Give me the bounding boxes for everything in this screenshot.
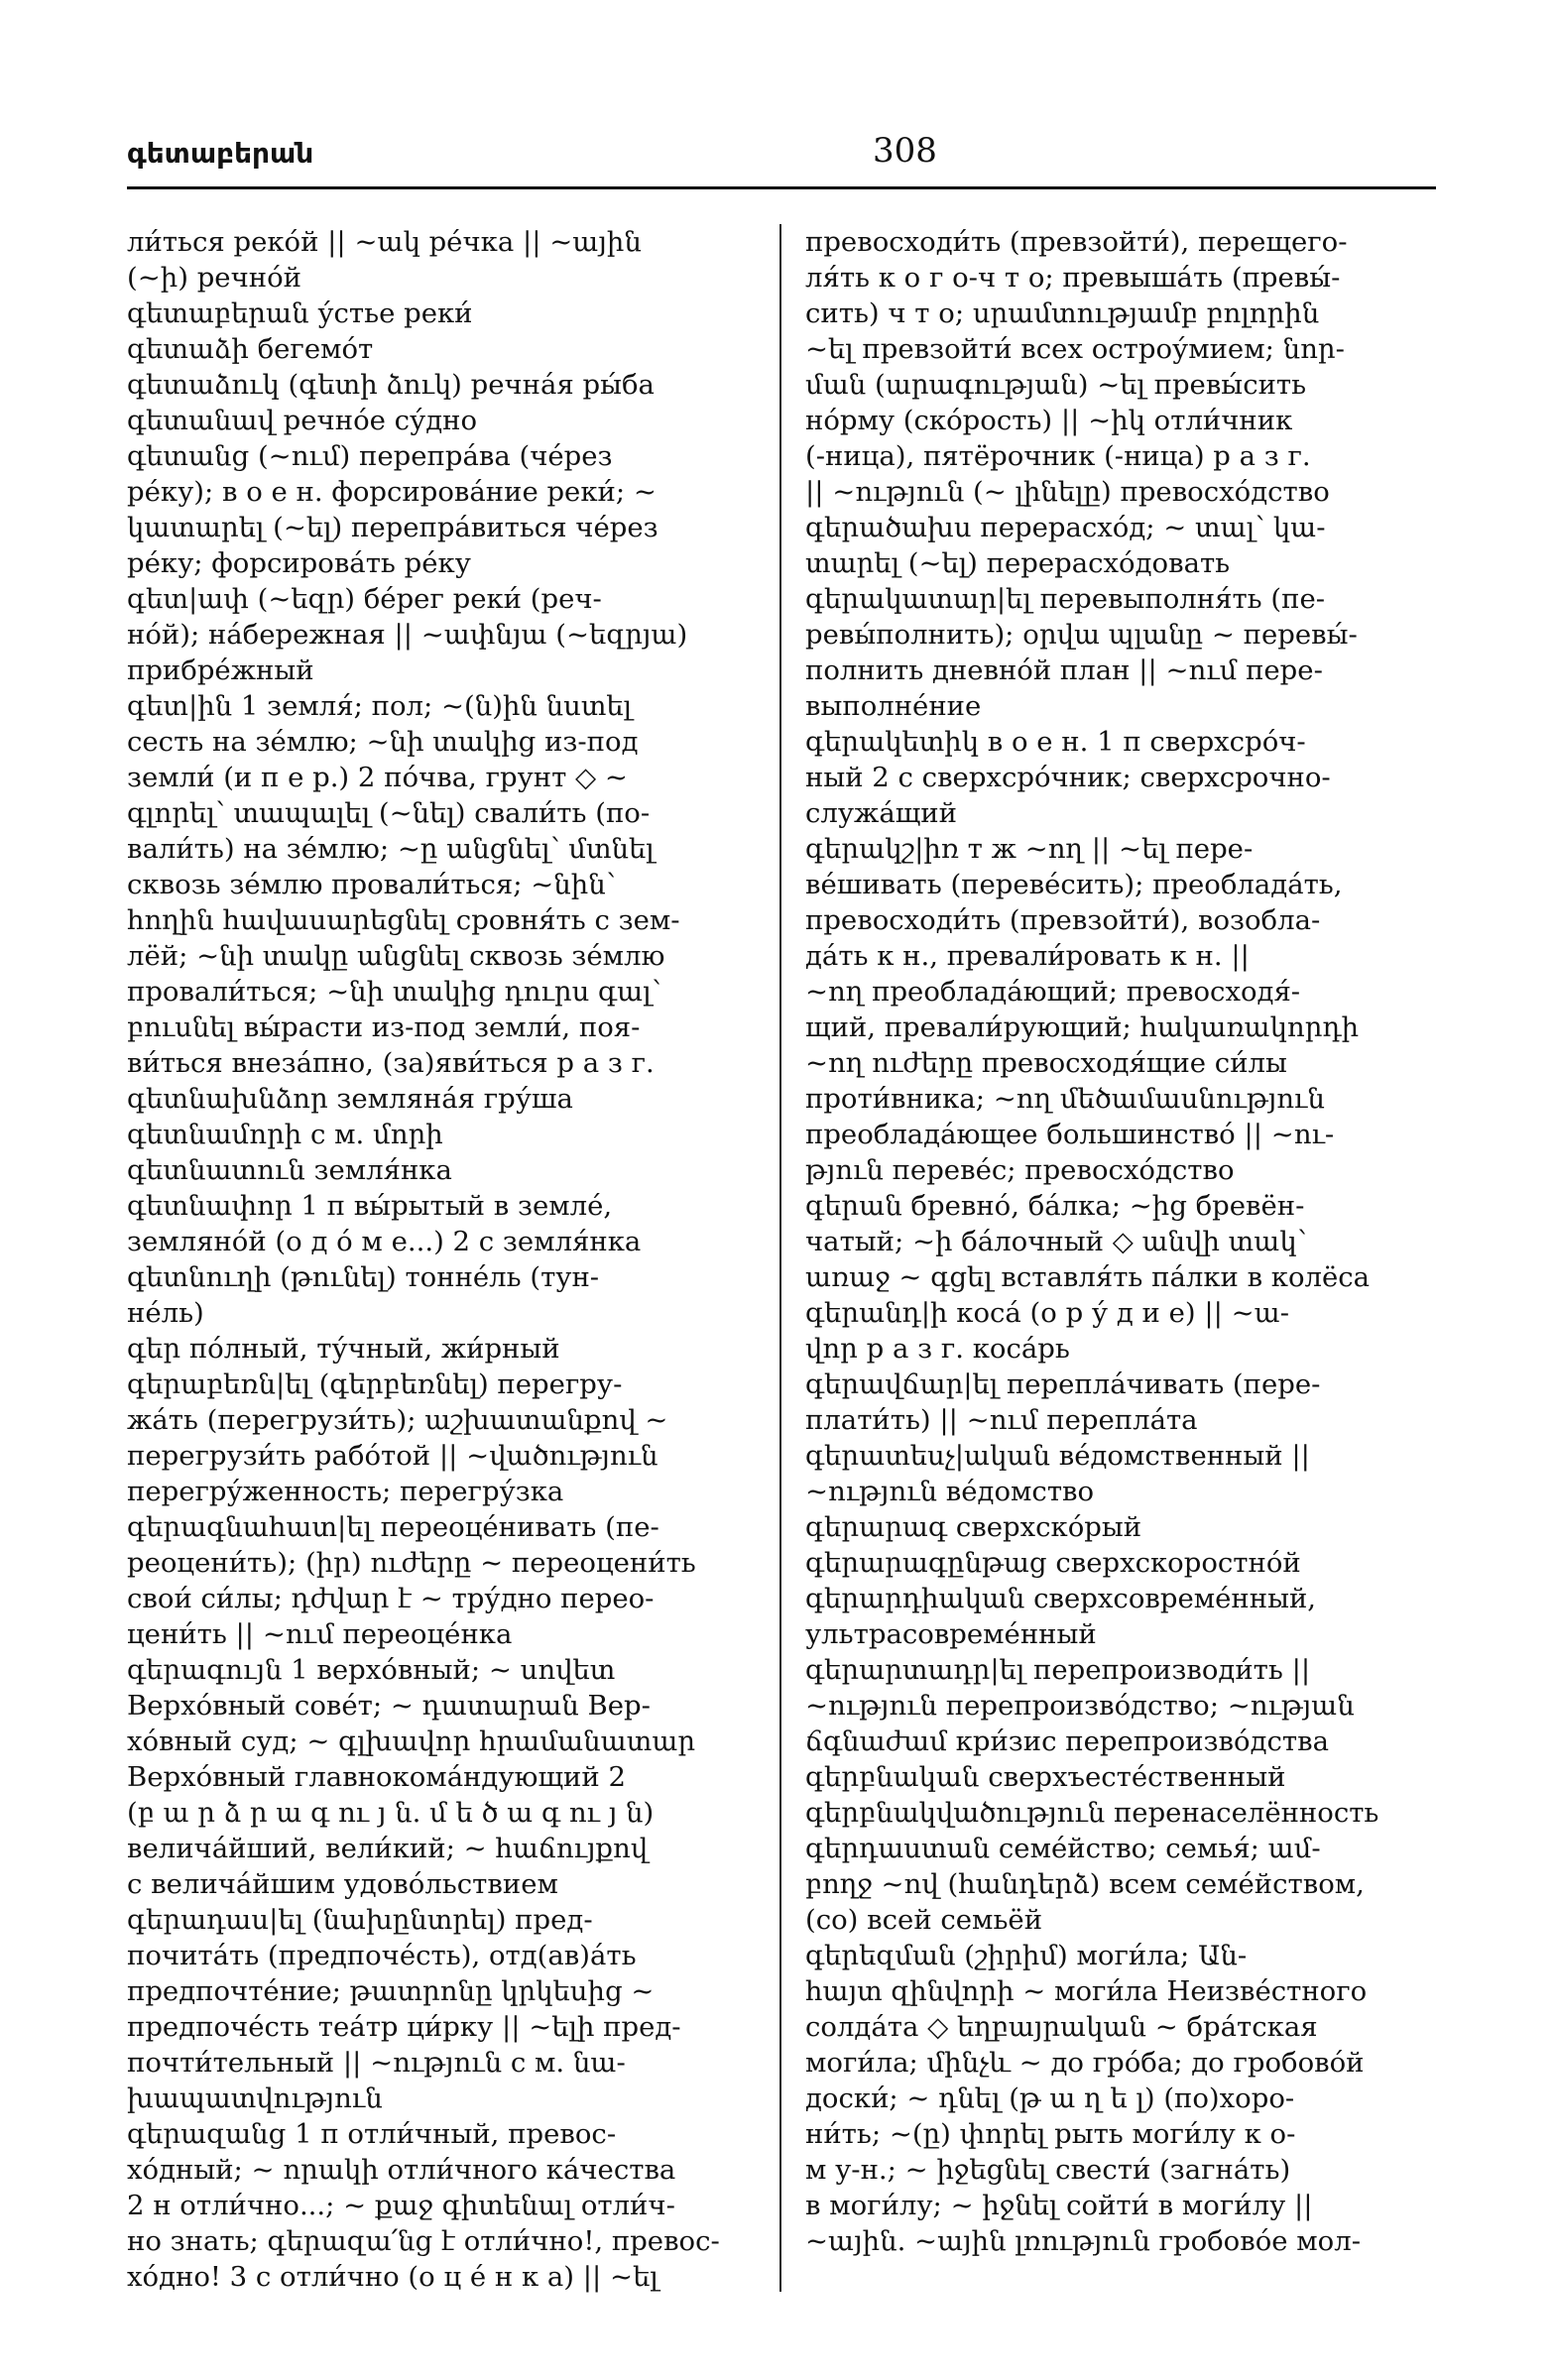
text-line: կատարել (~ել) перепра́виться че́рез [127,512,658,543]
text-line: не́ль) [127,1297,204,1329]
text-line: солда́та ◇ եղբայրական ~ бра́тская [805,2011,1318,2043]
text-line: ճգնաժամ кри́зис перепроизво́дства [805,1726,1330,1757]
text-line: գերավճար|ել перепла́чивать (пере- [805,1368,1321,1400]
text-line: գերանդ|ի коса́ (о р у́ д и е) || ~ա- [805,1297,1290,1329]
text-line: խապատվություն [127,2082,383,2114]
text-line: || ~ություն (~ լինելը) превосхо́дство [805,476,1330,508]
text-line: ման (արագության) ~ել превы́сить [805,369,1307,401]
text-line: գերարագընթաց сверхскоростно́й [805,1547,1301,1579]
text-line: գերարդիական сверхсовреме́нный, [805,1583,1317,1614]
text-line: գերեզման (շիրիմ) моги́ла; Ան- [805,1940,1248,1971]
page-header [127,131,1436,186]
text-line: ре́ку); в о е н. форсирова́ние реки́; ~ [127,476,657,508]
text-line: ~ություն ве́домство [805,1476,1095,1507]
text-line: Верхо́вный главнокома́ндующий 2 [127,1761,626,1793]
header-rule [127,186,1436,189]
text-line: 2 н отли́чно...; ~ քաջ գիտենալ отли́ч- [127,2190,675,2221]
text-line: գետաձի бегемо́т [127,333,374,365]
text-line: գետ|ափ (~եզր) бе́рег реки́ (реч- [127,583,602,615]
text-line: (բ ա ր ձ ր ա գ ու յ ն. մ ե ծ ա գ ու յ ն) [127,1797,655,1829]
text-line: գլորել՝ տապալել (~նել) свали́ть (по- [127,797,651,829]
text-line: да́ть к н., превали́ровать к н. || [805,940,1250,972]
text-line: но́й); на́бережная || ~ափնյա (~եզրյա) [127,619,688,651]
text-line: ве́шивать (переве́сить); преоблада́ть, [805,869,1343,900]
text-line: գերակետիկ в о е н. 1 п сверхсро́ч- [805,726,1306,758]
text-line: թյուն переве́с; превосхо́дство [805,1154,1235,1186]
text-line: проти́вника; ~ող մեծամասնություն [805,1083,1325,1115]
text-line: чатый; ~ի ба́лочный ◇ անվի տակ՝ [805,1226,1307,1257]
text-line: վոր р а з г. коса́рь [805,1333,1070,1365]
text-line: плати́ть) || ~ում перепла́та [805,1404,1198,1436]
text-line: но́рму (ско́рость) || ~իկ отли́чник [805,405,1293,436]
text-line: предпочте́ние; թատրոնը կրկեսից ~ [127,1975,655,2007]
text-line: в моги́лу; ~ իջնել сойти́ в моги́лу || [805,2190,1313,2221]
text-line: вали́ть) на зе́млю; ~ը անցնել՝ մտնել [127,833,655,865]
text-line: с велича́йшим удово́льствием [127,1868,558,1900]
text-line: ви́ться внеза́пно, (за)яви́ться р а з г. [127,1047,655,1079]
text-line: ультрасовреме́нный [805,1618,1097,1650]
text-line: գետնուղի (թունել) тонне́ль (тун- [127,1261,600,1293]
text-line: գետաբերան у́стье реки́ [127,298,473,329]
text-line: предпоче́сть теа́тр ци́рку || ~ելի пред- [127,2011,681,2043]
text-line: жа́ть (перегрузи́ть); աշխատանքով ~ [127,1404,668,1436]
text-line: առաջ ~ գցել вставля́ть па́лки в колёса [805,1261,1371,1293]
text-line: почти́тельный || ~ություն с м. նա- [127,2047,626,2079]
text-line: հայտ զինվորի ~ моги́ла Неизве́стного [805,1975,1368,2007]
text-line: գերադաս|ել (նախընտրել) пред- [127,1904,593,1936]
text-line: գեր по́лный, ту́чный, жи́рный [127,1333,560,1365]
text-line: сквозь зе́млю провали́ться; ~նին՝ [127,869,616,900]
text-line: ~ող ուժերը превосходя́щие си́лы [805,1047,1287,1079]
text-line: ля́ть к о г о-ч т о; превыша́ть (превы́- [805,262,1341,294]
text-line: գետնատուն земля́нка [127,1154,452,1186]
text-line: щий, превали́рующий; հակառակորդի [805,1012,1360,1043]
text-line: сесть на зе́млю; ~նի տակից из-под [127,726,639,758]
text-line: провали́ться; ~նի տակից դուրս գալ՝ [127,976,661,1008]
text-line: գերակատար|ել перевыполня́ть (пе- [805,583,1326,615]
text-line: велича́йший, вели́кий; ~ հաճույքով [127,1833,649,1864]
text-line: перегрузи́ть рабо́той || ~վածություն [127,1440,658,1472]
text-line: գետնափոր 1 п вы́рытый в земле́, [127,1190,613,1222]
text-line: хо́дный; ~ որակի отли́чного ка́чества [127,2154,676,2186]
text-line: доски́; ~ դնել (թ ա ղ ե լ) (по)хоро- [805,2082,1295,2114]
text-line: գերարտադր|ել перепроизводи́ть || [805,1654,1311,1686]
text-line: ~ային. ~ային լռություն гробово́е мол- [805,2225,1362,2257]
text-line: ~ող преоблада́ющий; превосходя́- [805,976,1301,1008]
text-line: գետ|ին 1 земля́; пол; ~(ն)ին նստել [127,690,633,722]
text-line: գերդաստան семе́йство; семья́; ամ- [805,1833,1321,1864]
text-line: реоцени́ть); (իր) ուժերը ~ переоцени́ть [127,1547,696,1579]
text-line: хо́вный суд; ~ գլխավոր հրամանատար [127,1726,696,1757]
right-column [805,224,1448,2259]
column-divider [779,224,781,2292]
text-line: գերատեսչ|ական ве́домственный || [805,1440,1310,1472]
text-line: ни́ть; ~(ը) փորել рыть моги́лу к о- [805,2118,1296,2150]
left-column [127,224,762,2295]
text-line: превосходи́ть (превзойти́), возобла- [805,904,1321,936]
text-line: перегру́женность; перегру́зка [127,1476,564,1507]
text-line: земли́ (и п е р.) 2 по́чва, грунт ◇ ~ [127,762,628,793]
text-line: տարել (~ել) перерасхо́довать [805,547,1231,579]
text-line: превосходи́ть (превзойти́), перещего- [805,226,1348,258]
text-line: գերբնակվածություն перенаселённость [805,1797,1379,1829]
text-line: цени́ть || ~ում переоце́нка [127,1618,513,1650]
text-line: գերագույն 1 верхо́вный; ~ սովետ [127,1654,616,1686]
page-number: 308 [873,131,937,171]
text-line: выполне́ние [805,690,982,722]
text-line: Верхо́вный сове́т; ~ դատարան Вер- [127,1690,651,1722]
text-line: բողջ ~ով (հանդերձ) всем семе́йством, [805,1868,1365,1900]
text-line: ~ել превзойти́ всех остроу́мием; նոր- [805,333,1345,365]
text-line: почита́ть (предпоче́сть), отд(ав)а́ть [127,1940,637,1971]
text-line: գերածախս перерасхо́д; ~ տալ՝ կա- [805,512,1326,543]
text-line: հողին հավասարեցնել сровня́ть с зем- [127,904,680,936]
text-line: գերագնահատ|ել переоце́нивать (пе- [127,1511,659,1543]
text-line: но знать; գերազա՛նց է отли́чно!, превос- [127,2225,720,2257]
running-headword: գետաբերան [127,137,314,170]
text-line: բուսնել вы́расти из-под земли́, поя- [127,1012,641,1043]
text-line: ~ություն перепроизво́дство; ~ության [805,1690,1355,1722]
text-line: ный 2 с сверхсро́чник; сверхсрочно- [805,762,1331,793]
text-line: полнить дневно́й план || ~ում пере- [805,654,1323,686]
text-line: м у-н.; ~ իջեցնել свести́ (загна́ть) [805,2154,1291,2186]
text-line: գերարագ сверхско́рый [805,1511,1142,1543]
text-line: գերազանց 1 п отли́чный, превос- [127,2118,617,2150]
text-line: գերբնական сверхъесте́ственный [805,1761,1286,1793]
text-line: служа́щий [805,797,957,829]
text-line: прибре́жный [127,654,314,686]
text-line: сить) ч т о; սրամտությամբ բոլորին [805,298,1320,329]
text-line: գետնամորի с м. մորի [127,1119,443,1150]
text-line: земляно́й (о д о́ м е...) 2 с земля́нка [127,1226,642,1257]
text-line: գետնախնձոր земляна́я гру́ша [127,1083,573,1115]
text-line: ревы́полнить); օրվա պլանը ~ перевы́- [805,619,1358,651]
text-line: (-ница), пятёрочник (-ница) р а з г. [805,440,1311,472]
text-line: хо́дно! 3 с отли́чно (о ц е́ н к а) || ~ել [127,2261,658,2293]
text-line: ре́ку; форсирова́ть ре́ку [127,547,471,579]
text-line: моги́ла; մինչև ~ до гро́ба; до гробово́й [805,2047,1365,2079]
text-line: գերան бревно́, ба́лка; ~ից бревён- [805,1190,1305,1222]
text-line: (~ի) речно́й [127,262,301,294]
text-line: лёй; ~նի տակը անցնել сквозь зе́млю [127,940,665,972]
text-line: свои́ си́лы; դժվար է ~ тру́дно перео- [127,1583,655,1614]
text-line: ли́ться реко́й || ~ակ ре́чка || ~ային [127,226,642,258]
text-line: գերակշ|իռ т ж ~ող || ~ել пере- [805,833,1254,865]
text-line: գետաձուկ (գետի ձուկ) речна́я ры́ба [127,369,655,401]
text-line: գերաբեռն|ել (գերբեռնել) перегру- [127,1368,623,1400]
text-line: գետանց (~ում) перепра́ва (че́рез [127,440,613,472]
text-line: գետանավ речно́е су́дно [127,405,478,436]
text-line: (со) всей семьёй [805,1904,1043,1936]
text-line: преоблада́ющее большинство́ || ~ու- [805,1119,1335,1150]
